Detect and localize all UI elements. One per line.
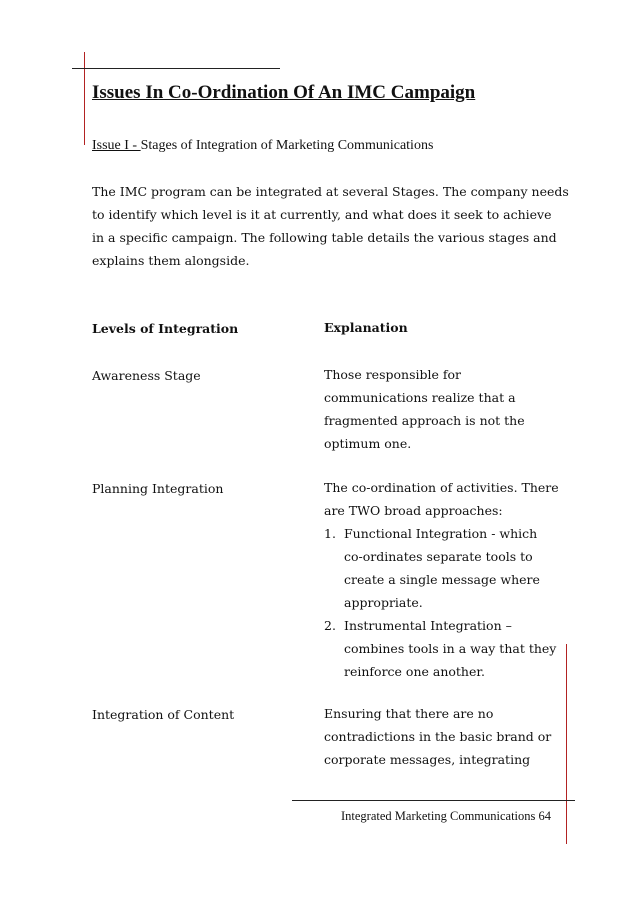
explanation-line: corporate messages, integrating xyxy=(324,752,531,767)
intro-line: The IMC program can be integrated at several Stages. The company needs xyxy=(92,184,569,199)
row-explanation-planning xyxy=(324,476,574,683)
issue-text: Stages of Integration of Marketing Communications xyxy=(140,138,434,153)
margin-rule-top-vertical xyxy=(84,52,85,145)
item-number: 1. xyxy=(324,526,336,541)
row-level-content: Integration of Content xyxy=(92,707,235,722)
item-continuation: appropriate. xyxy=(344,595,423,610)
intro-line: to identify which level is it at currently, and what does it seek to achieve xyxy=(92,207,552,222)
explanation-line: Those responsible for xyxy=(324,367,461,382)
table-header-levels: Levels of Integration xyxy=(92,321,239,336)
table-header-explanation xyxy=(324,316,574,339)
numbered-item xyxy=(324,614,574,637)
row-explanation-awareness xyxy=(324,363,574,455)
item-continuation: combines tools in a way that they xyxy=(344,641,557,656)
page-footer: Integrated Marketing Communications 64 xyxy=(341,809,552,823)
item-text: Instrumental Integration – xyxy=(344,618,512,633)
header-label: Explanation xyxy=(324,320,408,335)
intro-line: explains them alongside. xyxy=(92,253,250,268)
issue-prefix: Issue I - xyxy=(92,138,141,153)
explanation-line: communications realize that a xyxy=(324,390,516,405)
explanation-line: Ensuring that there are no xyxy=(324,706,494,721)
intro-paragraph xyxy=(92,180,572,272)
margin-rule-top-horizontal xyxy=(72,68,280,69)
explanation-line: The co-ordination of activities. There xyxy=(324,480,559,495)
issue-heading xyxy=(92,138,433,154)
row-explanation-content xyxy=(324,702,574,771)
explanation-line: contradictions in the basic brand or xyxy=(324,729,552,744)
numbered-item xyxy=(324,522,574,545)
item-continuation: create a single message where xyxy=(344,572,540,587)
item-continuation: co-ordinates separate tools to xyxy=(344,549,533,564)
page-title: Issues In Co-Ordination Of An IMC Campaign xyxy=(92,82,476,103)
intro-line: in a specific campaign. The following table details the various stages and xyxy=(92,230,557,245)
item-number: 2. xyxy=(324,618,336,633)
row-level-planning: Planning Integration xyxy=(92,481,224,496)
explanation-line: fragmented approach is not the xyxy=(324,413,525,428)
footer-rule xyxy=(292,800,575,801)
item-continuation: reinforce one another. xyxy=(344,664,485,679)
explanation-line: are TWO broad approaches: xyxy=(324,503,503,518)
item-text: Functional Integration - which xyxy=(344,526,538,541)
explanation-line: optimum one. xyxy=(324,436,412,451)
row-level-awareness: Awareness Stage xyxy=(92,368,201,383)
